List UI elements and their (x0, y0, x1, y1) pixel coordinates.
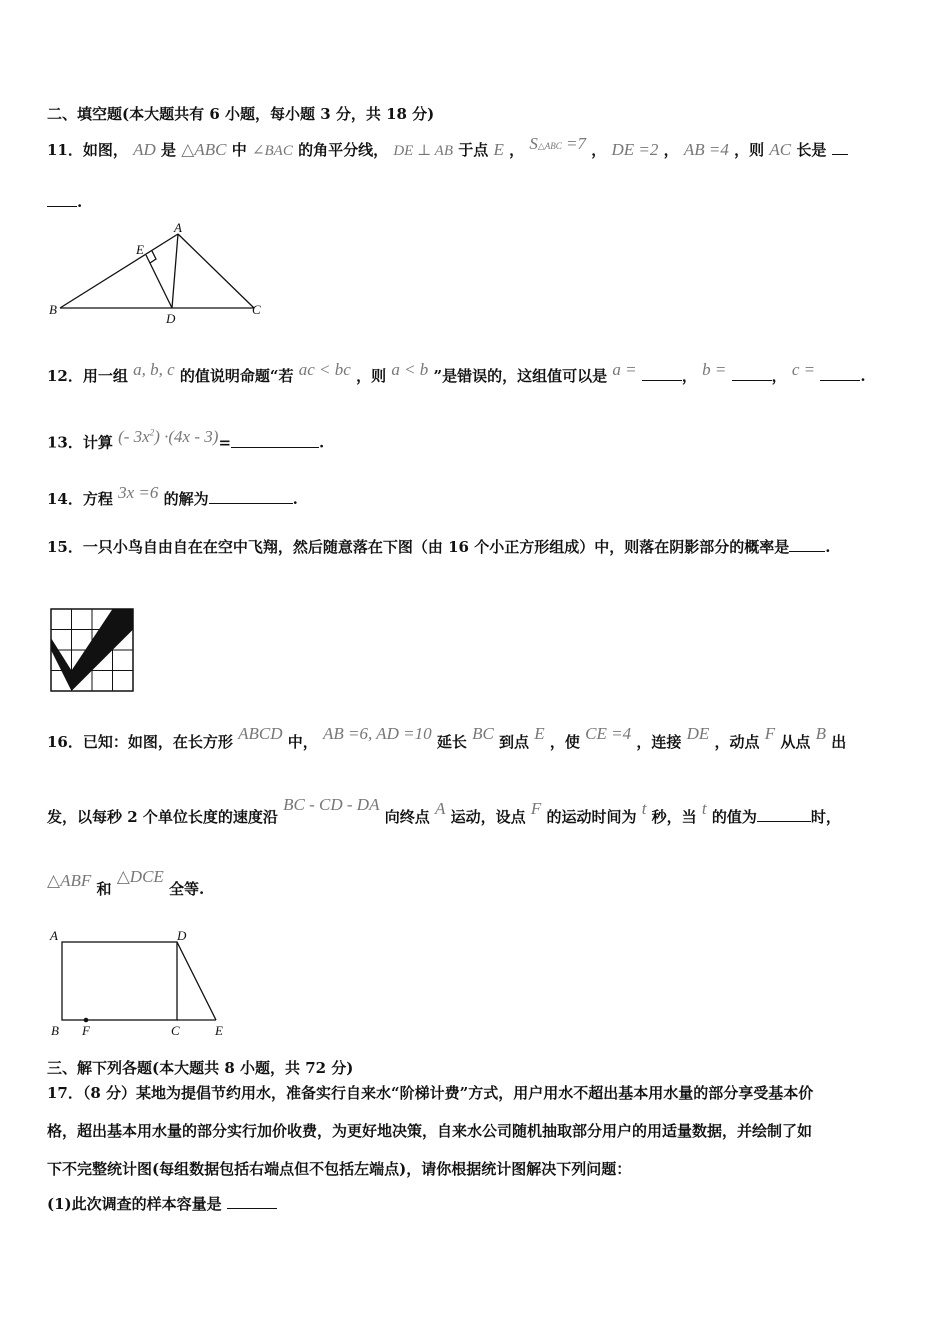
q16-text: 运动，设点 (450, 808, 526, 826)
q12-blank-a[interactable] (642, 366, 682, 381)
segment-ba (60, 234, 178, 308)
q14-number: 14．方程 (47, 490, 113, 508)
q16-text: ，使 (549, 733, 580, 751)
q16-math-ce: CE =4 (585, 724, 632, 743)
q12-math-c: c = (791, 360, 816, 379)
q11-text: ， (663, 141, 679, 159)
q16-number: 16．已知：如图，在长方形 (47, 733, 233, 751)
q13-equals: = (218, 433, 232, 452)
q11-text: ， (591, 141, 607, 159)
q16-math-de: DE (686, 724, 710, 743)
q16-text: 的运动时间为 (546, 808, 637, 826)
q12-math-condition: ac < bc (298, 360, 351, 379)
q13-exponent: 2 (149, 427, 155, 437)
figure-11-triangle (46, 222, 268, 326)
q13-end: . (319, 433, 325, 452)
q16-text: 的值为 (711, 808, 757, 826)
q12-text: ”是错误的，这组值可以是 (433, 367, 608, 385)
question-14 (47, 483, 298, 508)
q11-math-angle-bac: ∠BAC (251, 143, 293, 159)
q14-answer-blank[interactable] (209, 489, 293, 504)
q16-text: ，连接 (636, 733, 682, 751)
section-2-heading: 二、填空题(本大题共有 6 小题，每小题 3 分，共 18 分) (47, 105, 435, 123)
question-16-line-3 (47, 867, 205, 898)
q11-math-e: E (493, 140, 504, 159)
q16-math-f2: F (530, 799, 542, 818)
label-c: C (171, 1023, 180, 1038)
q12-blank-c[interactable] (820, 366, 860, 381)
label-a: A (50, 928, 58, 943)
label-d: D (177, 928, 187, 943)
q11-math-ab: AB =4 (683, 140, 729, 159)
q11-number: 11．如图， (47, 141, 128, 159)
question-16-line-1 (47, 724, 847, 751)
point-f (84, 1018, 89, 1023)
q16-text: 到点 (499, 733, 530, 751)
label-c: C (252, 302, 261, 317)
q12-text: 的值说明命题“若 (179, 367, 294, 385)
q11-math-area (529, 134, 586, 153)
q17-sub-1-text: (1)此次调查的样本容量是 (47, 1195, 222, 1213)
q11-text: ， (509, 141, 525, 159)
q11-text: 的角平分线， (298, 141, 389, 159)
q11-text: 中 (231, 141, 247, 159)
q12-math-conclusion: a < b (391, 360, 429, 379)
q16-text: 全等. (169, 880, 205, 898)
q13-expr-part2: ) ·(4x - 3) (154, 426, 219, 446)
q16-text: ，动点 (714, 733, 760, 751)
q12-number: 12．用一组 (47, 367, 128, 385)
segment-de (177, 942, 216, 1020)
question-12 (47, 360, 866, 385)
q14-end: . (292, 490, 298, 508)
label-b: B (49, 302, 57, 317)
q14-equation: 3x =6 (118, 483, 159, 502)
segment-ad (172, 234, 178, 308)
q17-line-3: 下不完整统计图(每组数据包括右端点但不包括左端点)，请你根据统计图解决下列问题： (47, 1160, 632, 1178)
q11-answer-line (47, 192, 82, 211)
q12-sep: ， (681, 367, 697, 385)
q15-text: 15．一只小鸟自由自在在空中飞翔，然后随意落在下图（由 16 个小正方形组成）中，则落在阴影部分的概率是 (47, 538, 790, 556)
q12-blank-b[interactable] (732, 366, 772, 381)
q12-sep: ， (771, 367, 787, 385)
q13-number: 13．计算 (47, 433, 113, 452)
label-f: F (82, 1023, 90, 1038)
q16-math-e: E (534, 724, 545, 743)
q17-line-2: 格，超出基本用水量的部分实行加价收费，为更好地决策，自来水公司随机抽取部分用户的用适量数据，并绘制了如 (47, 1122, 813, 1140)
q12-end: . (860, 367, 866, 385)
segment-de (146, 255, 172, 308)
q15-answer-blank[interactable] (789, 537, 825, 552)
q17-line-1: 17．（8 分）某地为提倡节约用水，准备实行自来水“阶梯计费”方式，用户用水不超出基本用水量的部分享受基本价 (47, 1084, 814, 1102)
q16-math-b: B (815, 724, 827, 743)
question-16-line-2 (47, 795, 841, 826)
q17-sub-1-blank[interactable] (227, 1194, 277, 1209)
q11-text: 是 (161, 141, 177, 159)
q16-math-a: A (434, 799, 446, 818)
q16-text: 出 (831, 733, 847, 751)
q16-math-abf: △ABF (47, 871, 92, 890)
label-e: E (136, 242, 144, 257)
section-3-heading: 三、解下列各题(本大题共 8 小题，共 72 分) (47, 1059, 354, 1077)
label-e: E (215, 1023, 223, 1038)
q16-answer-blank[interactable] (757, 807, 811, 822)
q12-math-b: b = (702, 360, 727, 379)
q14-text: 的解为 (163, 490, 209, 508)
q16-math-t: t (641, 799, 647, 818)
q11-answer-blank-cont[interactable] (47, 192, 77, 207)
question-13 (47, 426, 325, 452)
right-angle-mark (150, 251, 156, 263)
q11-math-triangle-abc: △ABC (181, 140, 227, 159)
q16-math-f: F (764, 724, 776, 743)
q11-math-perpendicular: DE ⊥ AB (393, 143, 453, 159)
q11-math-de: DE =2 (611, 140, 659, 159)
q16-math-t2: t (701, 799, 707, 818)
q16-math-bc: BC (472, 724, 494, 743)
q15-end: . (825, 538, 831, 556)
q13-answer-blank[interactable] (231, 433, 319, 448)
q16-math-dce: △DCE (116, 867, 164, 886)
q16-text: 和 (96, 880, 112, 898)
q11-area-s: S (529, 134, 538, 153)
figure-15-grid (50, 608, 136, 694)
label-a: A (174, 222, 182, 235)
q11-text: 长是 (796, 141, 827, 159)
q11-text: ，则 (734, 141, 765, 159)
q11-end: . (77, 193, 83, 211)
q12-math-abc: a, b, c (133, 360, 175, 379)
q12-text: ，则 (356, 367, 387, 385)
question-15 (47, 537, 830, 556)
q16-text: 中， (287, 733, 318, 751)
label-b: B (51, 1023, 59, 1038)
question-11 (47, 134, 848, 161)
q16-text: 时， (810, 808, 841, 826)
q13-expression (118, 427, 218, 446)
q11-text: 于点 (458, 141, 489, 159)
q11-area-value: =7 (566, 134, 586, 153)
figure-16-rectangle (46, 925, 236, 1040)
q16-math-path: BC - CD - DA (283, 795, 380, 814)
q16-text: 秒，当 (651, 808, 697, 826)
label-d: D (166, 311, 176, 326)
q13-expr-part1: (- 3x (118, 426, 150, 446)
q11-answer-blank[interactable] (832, 140, 848, 155)
q11-math-ac: AC (769, 140, 792, 159)
q16-text: 向终点 (384, 808, 430, 826)
q16-text: 从点 (780, 733, 811, 751)
q11-area-sub: △ABC (537, 141, 562, 151)
q16-math-abcd: ABCD (238, 724, 283, 743)
q16-text: 延长 (436, 733, 467, 751)
rectangle-abcd (62, 942, 177, 1020)
segment-ac (178, 234, 254, 308)
q12-math-a: a = (612, 360, 637, 379)
q16-text: 发，以每秒 2 个单位长度的速度沿 (47, 808, 278, 826)
q16-math-given: AB =6, AD =10 (323, 724, 432, 743)
q11-math-ad: AD (133, 140, 156, 159)
q17-sub-1 (47, 1194, 277, 1213)
